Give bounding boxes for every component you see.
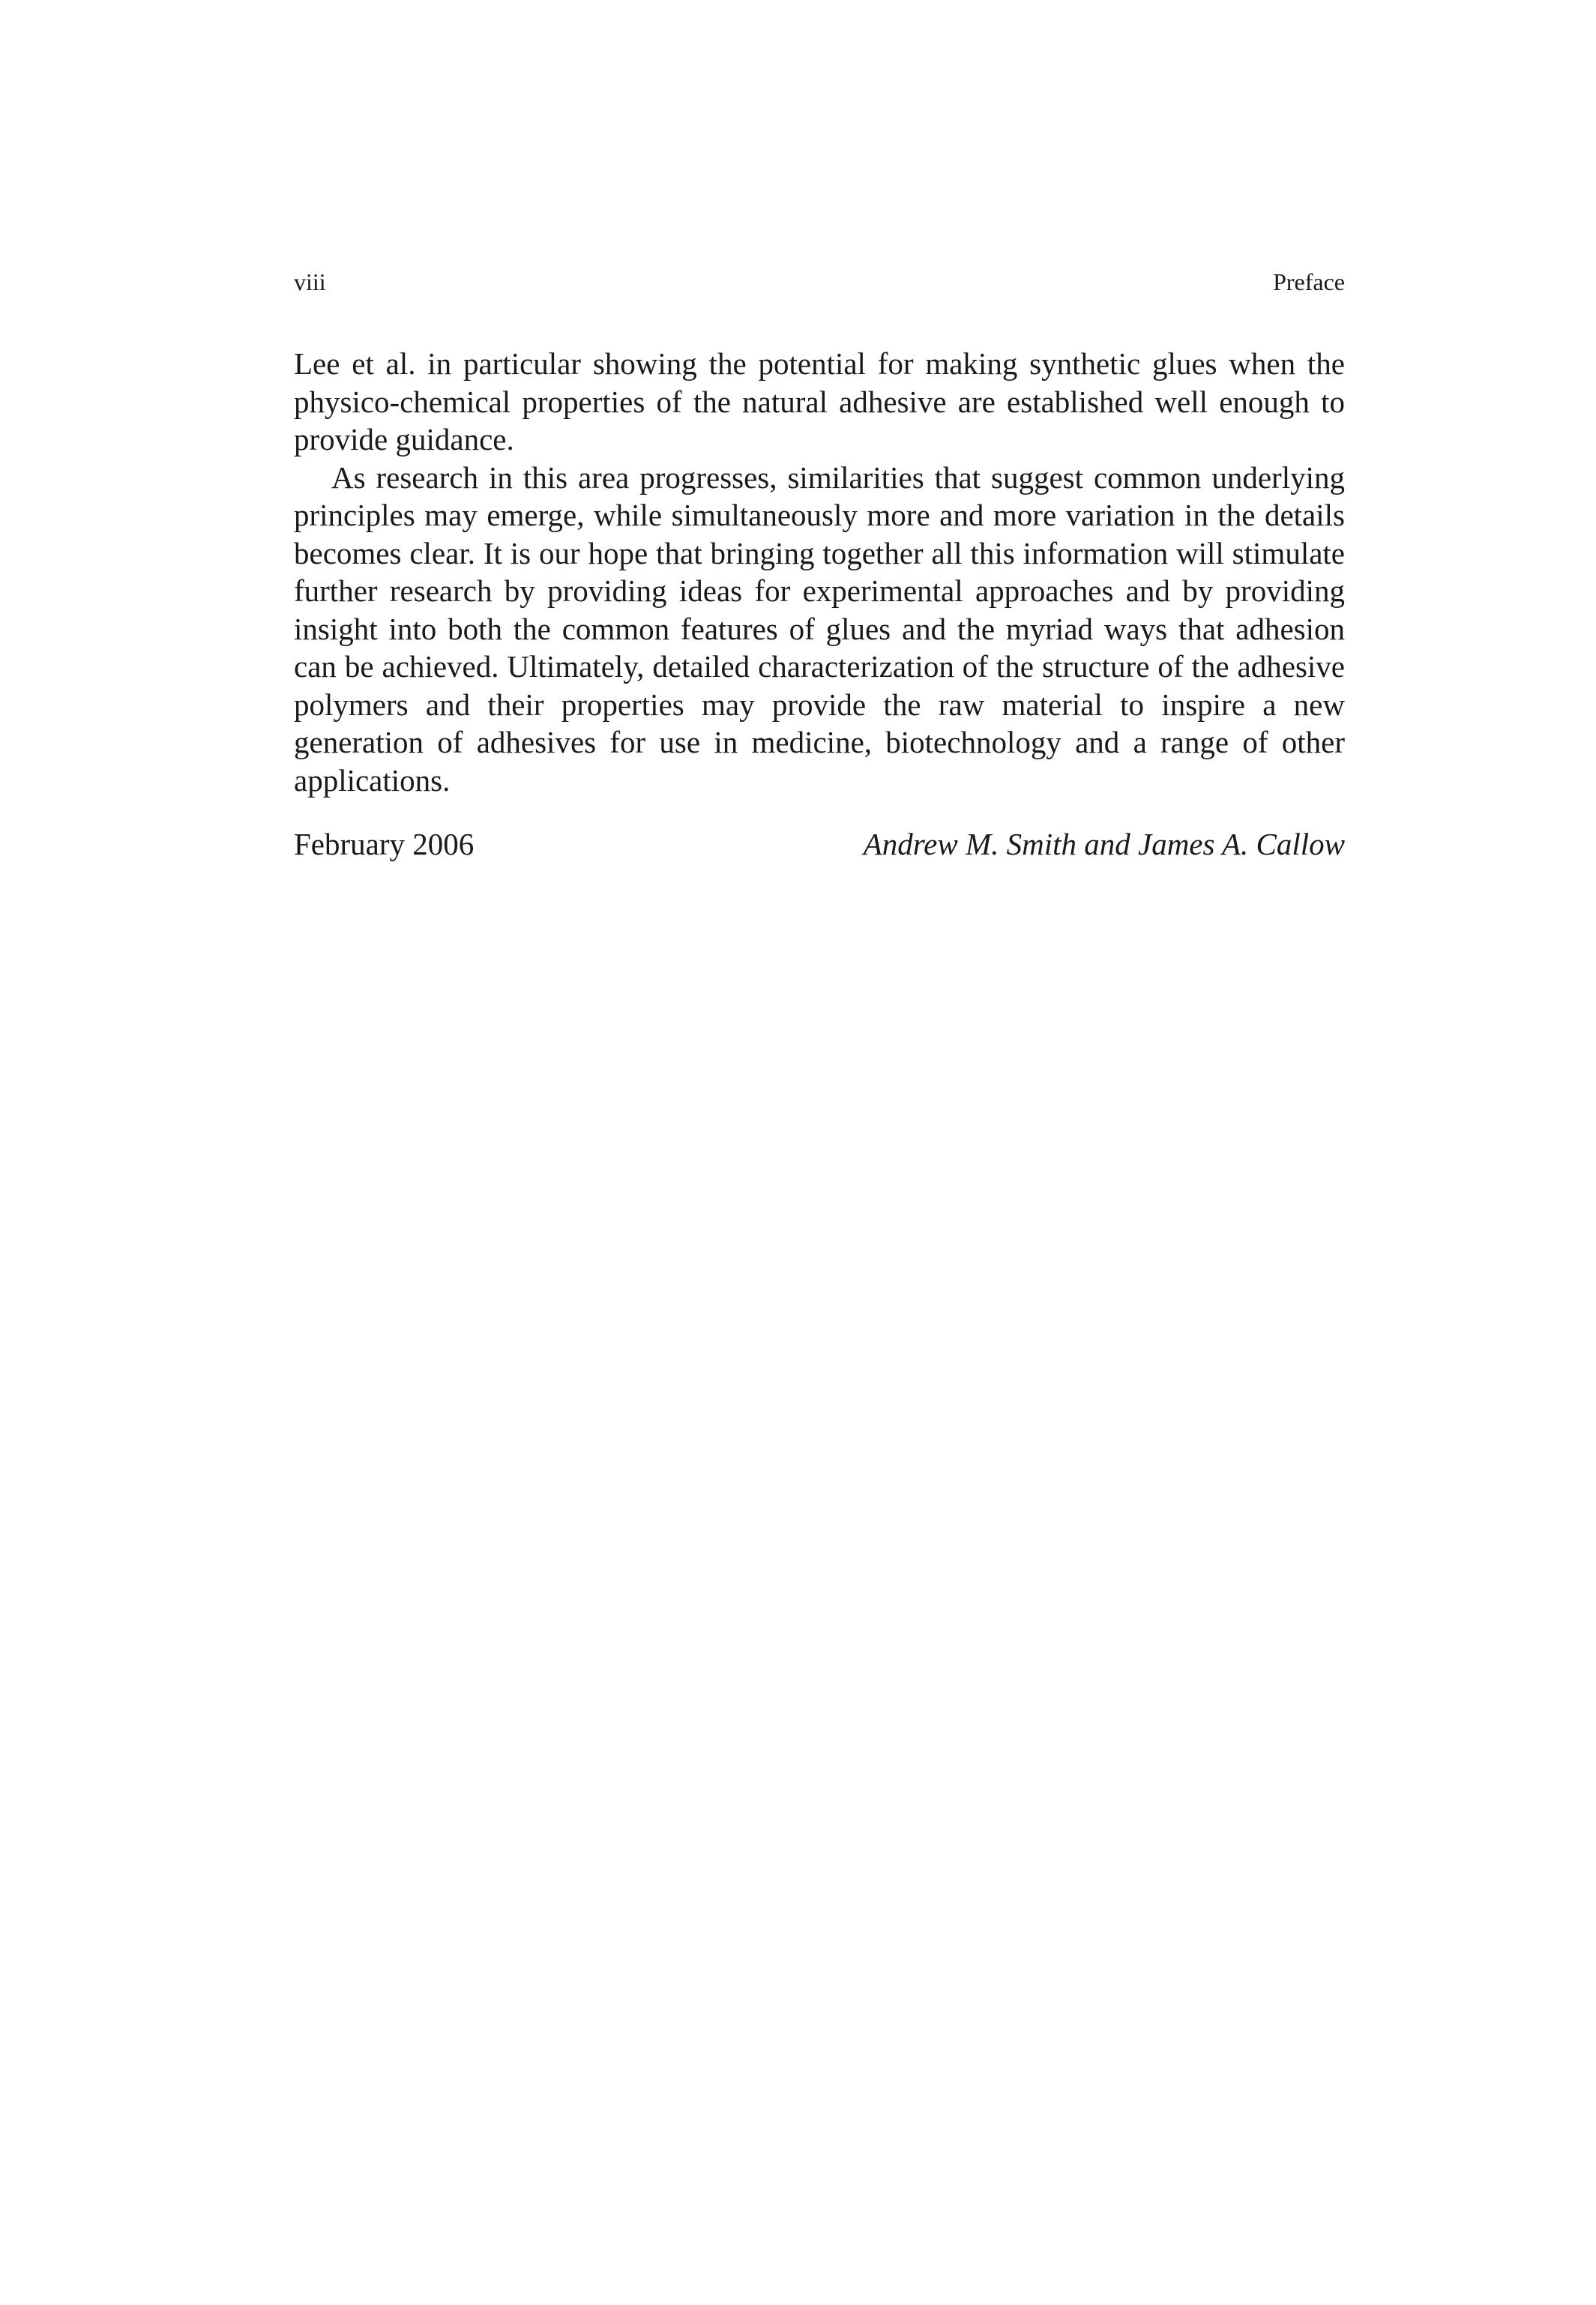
paragraph-continuation: Lee et al. in particular showing the potential for making synthetic glues when the physico-chemical properties of the natural adhesive are established well enough to provide guidance. [294, 346, 1345, 457]
preface-signature [294, 825, 1345, 864]
running-head-title: Preface [1273, 268, 1345, 295]
signature-authors: Andrew M. Smith and James A. Callow [863, 827, 1345, 861]
page-number: viii [294, 268, 326, 295]
signature-date: February 2006 [294, 827, 475, 861]
body-text [294, 345, 1345, 799]
running-head [294, 267, 1345, 297]
paragraph: As research in this area progresses, similarities that suggest common underlying principles may emerge, while simultaneously more and more variation in the details becomes clear. It is our hope that bringing together all this information will stimulate further research by providing ideas for experimental approaches and by providing insight into both the common features of glues and the myriad ways that adhesion can be achieved. Ultimately, detailed characterization of the structure of the adhesive polymers and their properties may provide the raw material to inspire a new generation of adhesives for use in medicine, biotechnology and a range of other applications. [294, 460, 1345, 798]
